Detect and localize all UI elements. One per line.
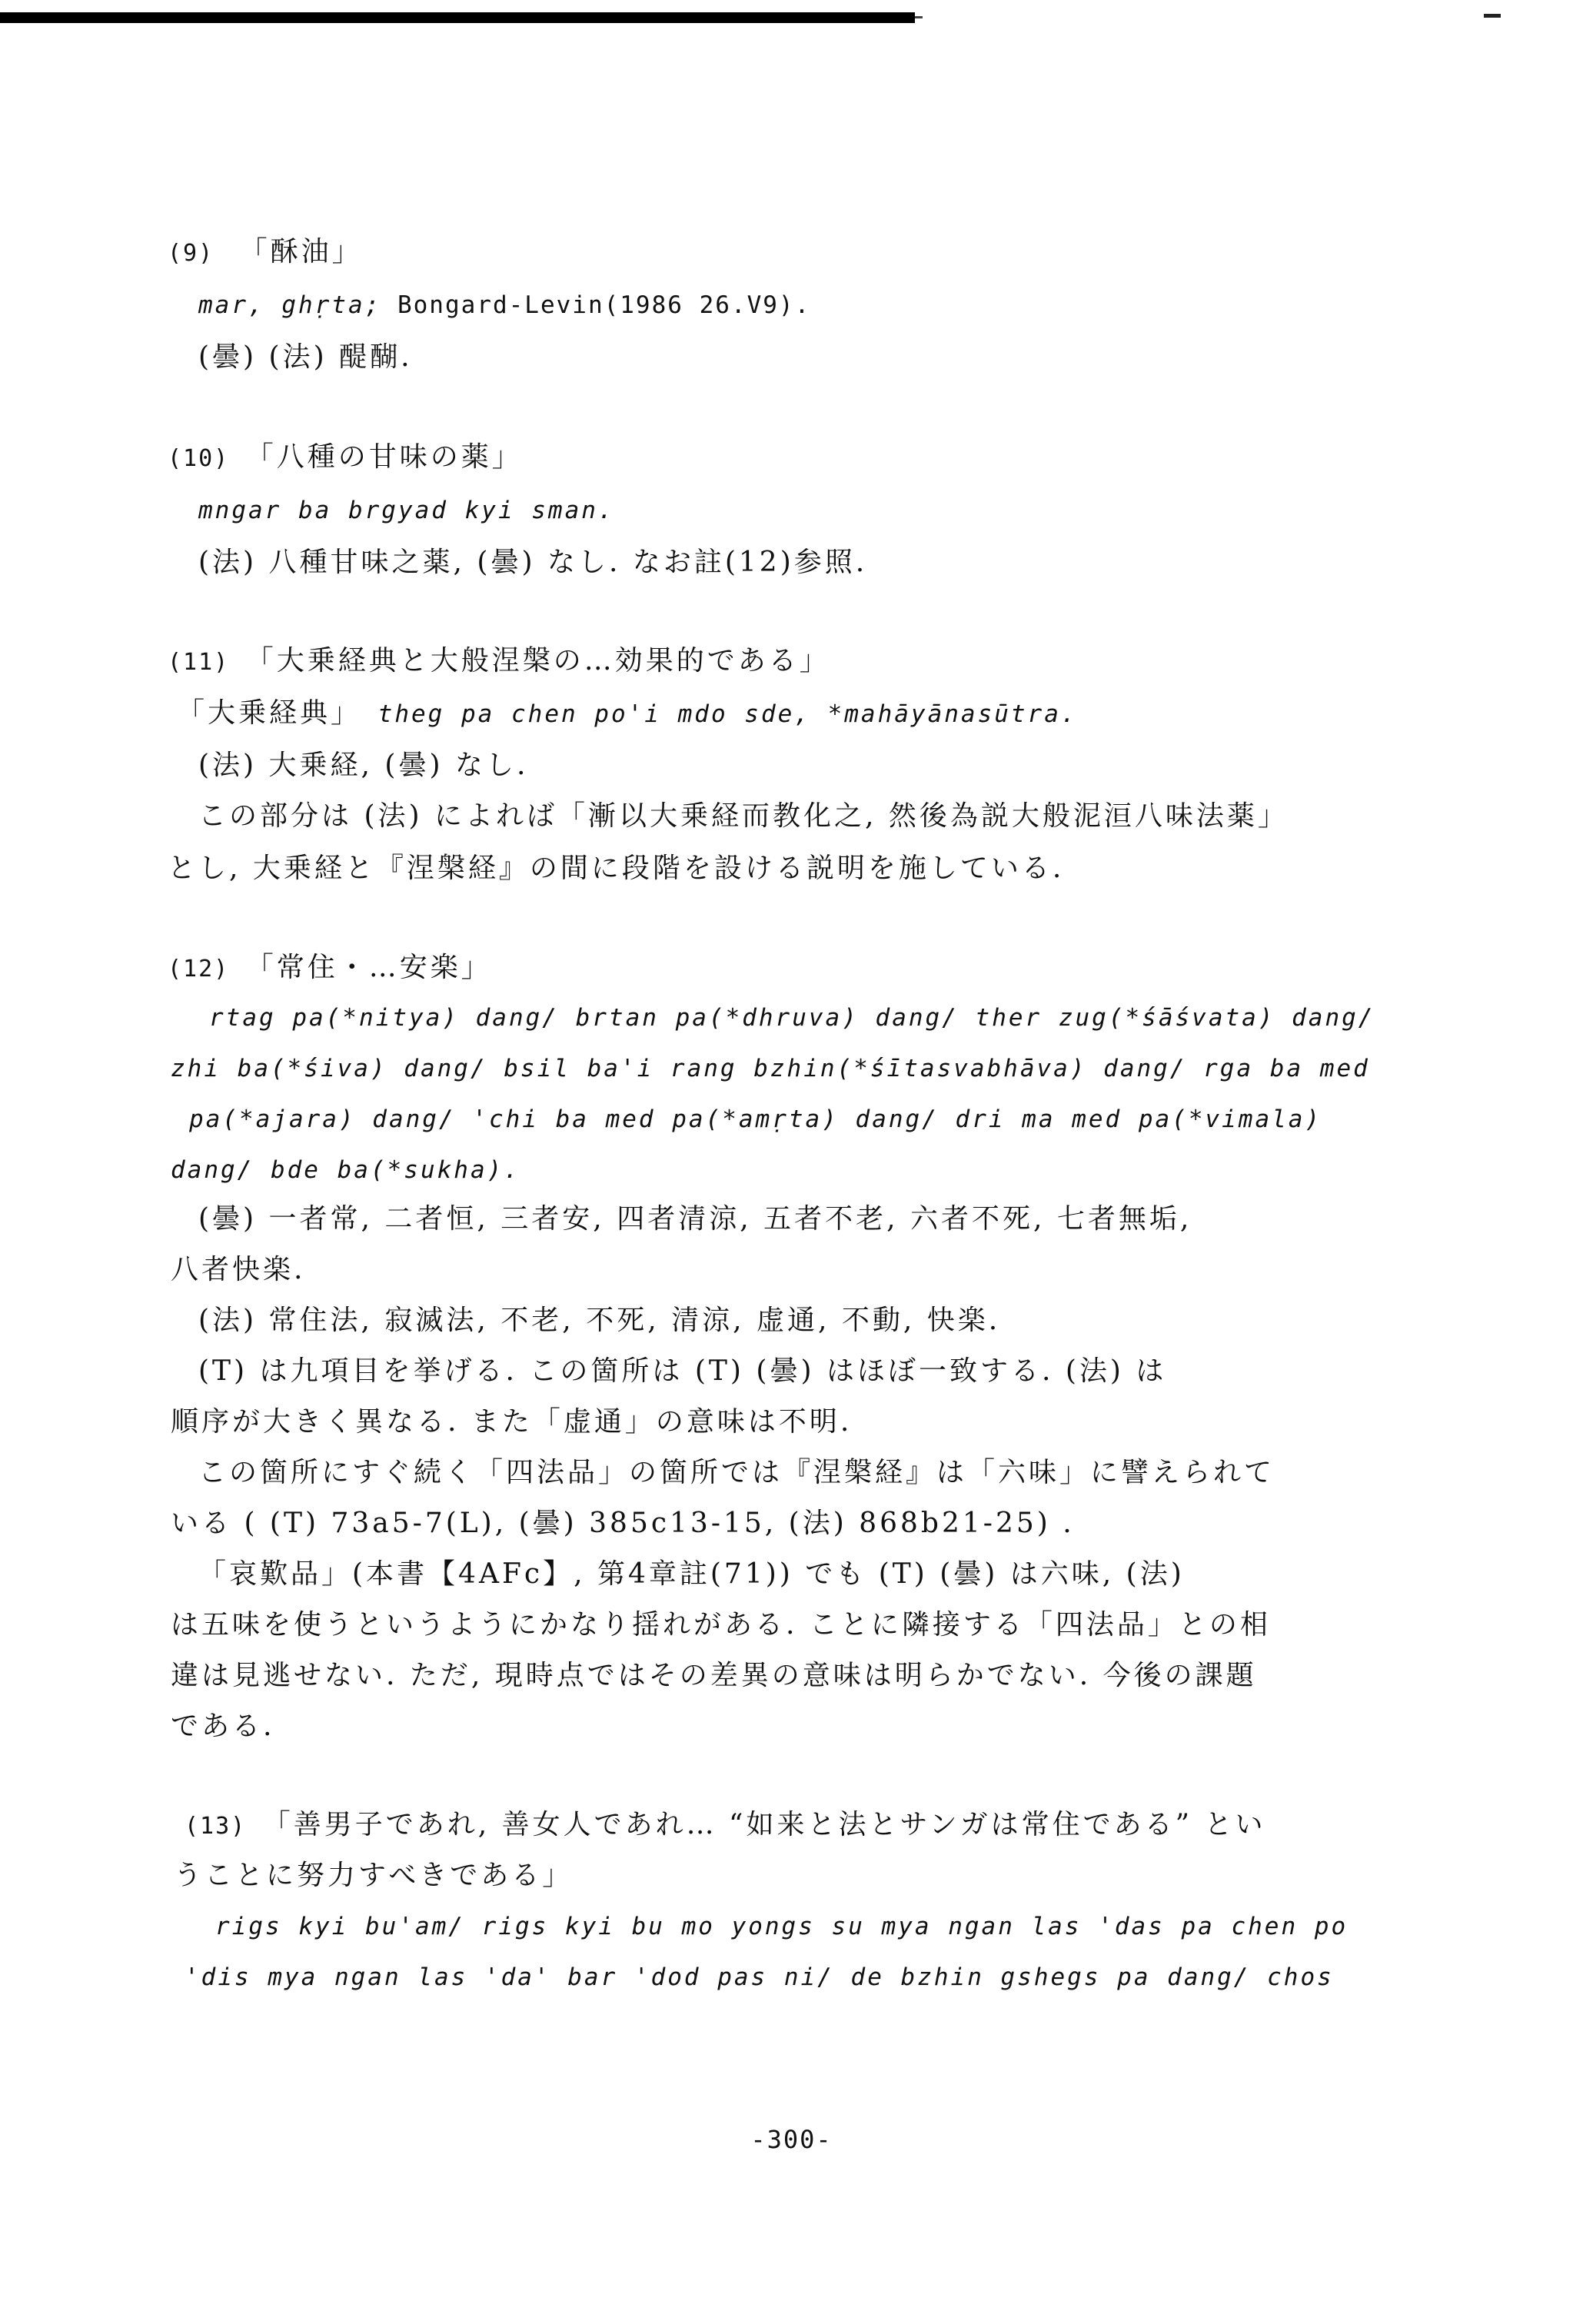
note-heading-text: 「常住・…安楽」: [245, 952, 492, 983]
note-12-body-line: 八者快楽.: [171, 1254, 306, 1285]
note-12-body-line: (T) は九項目を挙げる. この箇所は (T) (曇) はほぼ一致する. (法) は: [198, 1355, 1167, 1387]
note-10-heading: [168, 441, 523, 476]
note-12-romanization-line: pa(*ajara) dang/ 'chi ba med pa(*amṛta) dang/ dri ma med pa(*vimala): [189, 1105, 1322, 1133]
note-number: (11): [168, 649, 230, 676]
note-11-body-line: この部分は (法) によれば「漸以大乗経而教化之, 然後為説大般泥洹八味法薬」: [198, 800, 1289, 832]
page-number: -300-: [750, 2125, 833, 2154]
note-12-body-line: 違は見逃せない. ただ, 現時点ではその差異の意味は明らかでない. 今後の課題: [171, 1660, 1257, 1691]
note-9-heading: [168, 235, 363, 271]
note-10-comparison: (法) 八種甘味之薬, (曇) なし. なお註(12)参照.: [198, 547, 868, 578]
scan-top-border: [0, 12, 915, 23]
note-12-body-line: 「哀歎品」(本書【4AFc】, 第4章註(71)) でも (T) (曇) は六味, (法): [198, 1558, 1185, 1590]
note-heading-text: 「八種の甘味の薬」: [245, 441, 523, 473]
romanization-italic: mar, ghṛta;: [198, 291, 382, 319]
note-number: (13): [185, 1813, 247, 1840]
note-heading-text: 「善男子であれ, 善女人であれ… “如来と法とサンガは常住である” とい: [262, 1809, 1266, 1840]
note-12-body-line: (法) 常住法, 寂滅法, 不老, 不死, 清涼, 虚通, 不動, 快楽.: [198, 1305, 1001, 1336]
note-9-romanization: [198, 288, 810, 322]
note-12-body-line: は五味を使うというようにかなり揺れがある. ことに隣接する「四法品」との相: [171, 1609, 1271, 1641]
note-13-heading-continued: うことに努力すべきである」: [174, 1860, 574, 1891]
note-12-romanization-line: dang/ bde ba(*sukha).: [171, 1156, 520, 1184]
note-13-heading: [185, 1808, 1266, 1844]
note-13-romanization-line: 'dis mya ngan las 'da' bar 'dod pas ni/ de bzhin gshegs pa dang/ chos: [185, 1963, 1334, 1991]
note-12-body-line: 順序が大きく異なる. また「虚通」の意味は不明.: [171, 1406, 853, 1438]
citation-text: Bongard-Levin(1986 26.V9).: [381, 291, 811, 319]
note-heading-text: 「大乗経典と大般涅槃の…効果的である」: [245, 645, 830, 677]
note-12-body-line: この箇所にすぐ続く「四法品」の箇所では『涅槃経』は「六味」に譬えられて: [198, 1457, 1275, 1488]
term-japanese: 「大乗経典」: [177, 697, 362, 729]
scan-corner-mark: [1484, 14, 1501, 18]
note-number: (10): [168, 445, 230, 472]
romanization-italic: theg pa chen po'i mdo sde, *mahāyānasūtra.: [361, 700, 1078, 728]
note-12-romanization-line: zhi ba(*śiva) dang/ bsil ba'i rang bzhin(*śītasvabhāva) dang/ rga ba med: [171, 1055, 1370, 1082]
note-12-body-line: である.: [171, 1711, 275, 1742]
note-12-body-line: (曇) 一者常, 二者恒, 三者安, 四者清涼, 五者不老, 六者不死, 七者無垢,: [198, 1203, 1192, 1235]
note-12-heading: [168, 951, 492, 986]
note-11-comparison: (法) 大乗経, (曇) なし.: [198, 750, 529, 781]
scan-top-border-tail: [915, 16, 923, 18]
note-number: (9): [168, 240, 215, 267]
note-11-romanization: [177, 697, 1078, 731]
note-heading-text: 「酥油」: [239, 236, 363, 268]
note-10-romanization: mngar ba brgyad kyi sman.: [198, 497, 615, 524]
note-11-body-line: とし, 大乗経と『涅槃経』の間に段階を設ける説明を施している.: [168, 853, 1065, 884]
note-number: (12): [168, 956, 230, 982]
note-12-romanization-line: rtag pa(*nitya) dang/ brtan pa(*dhruva) dang/ ther zug(*śāśvata) dang/: [209, 1004, 1375, 1032]
note-13-romanization-line: rigs kyi bu'am/ rigs kyi bu mo yongs su mya ngan las 'das pa chen po: [215, 1913, 1349, 1940]
note-9-comparison: (曇) (法) 醍醐.: [198, 341, 413, 373]
note-12-body-line: いる ( (T) 73a5-7(L), (曇) 385c13-15, (法) 868b21-25) .: [171, 1508, 1075, 1539]
note-11-heading: [168, 644, 830, 680]
